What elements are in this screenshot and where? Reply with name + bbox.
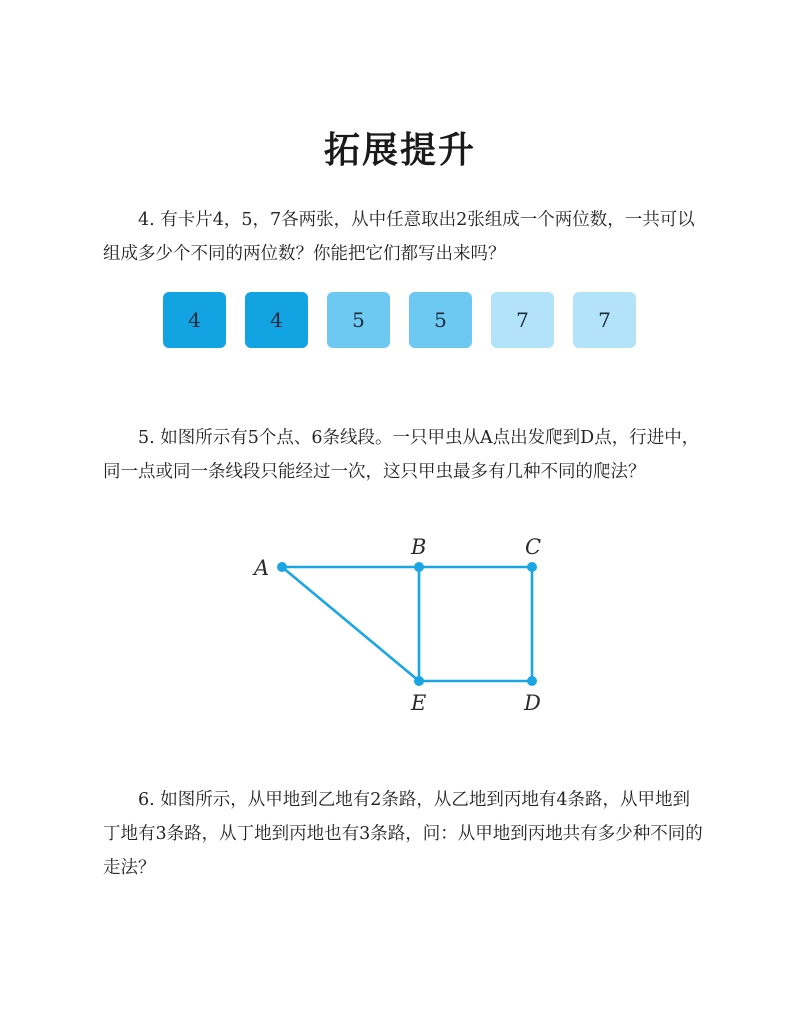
question-4-text: 4. 有卡片4，5，7各两张，从中任意取出2张组成一个两位数，一共可以组成多少个不同的两位数？你能把它们都写出来吗？ [103, 210, 695, 264]
point-label-e: E [411, 691, 427, 715]
number-card: 5 [327, 292, 390, 348]
path-diagram [240, 530, 580, 720]
point-d [527, 676, 537, 686]
point-c [527, 562, 537, 572]
question-6 [103, 783, 703, 885]
point-b [414, 562, 424, 572]
number-card: 5 [409, 292, 472, 348]
point-label-d: D [524, 691, 541, 715]
number-cards [163, 292, 639, 348]
point-label-a: A [254, 556, 270, 580]
point-label-c: C [525, 535, 542, 559]
number-card: 7 [573, 292, 636, 348]
question-4 [103, 203, 703, 271]
segment-ae [282, 567, 419, 681]
point-label-b: B [411, 535, 427, 559]
page-title: 拓展提升 [323, 130, 476, 171]
question-6-text: 6. 如图所示，从甲地到乙地有2条路，从乙地到丙地有4条路，从甲地到丁地有3条路，从丁地到丙地也有3条路，问：从甲地到丙地共有多少种不同的走法？ [103, 790, 703, 878]
point-e [414, 676, 424, 686]
number-card: 7 [491, 292, 554, 348]
question-5-text: 5. 如图所示有5个点、6条线段。一只甲虫从A点出发爬到D点，行进中，同一点或同一条线段只能经过一次，这只甲虫最多有几种不同的爬法？ [103, 428, 700, 482]
question-5 [103, 421, 703, 489]
number-card: 4 [163, 292, 226, 348]
number-card: 4 [245, 292, 308, 348]
point-a [277, 562, 287, 572]
